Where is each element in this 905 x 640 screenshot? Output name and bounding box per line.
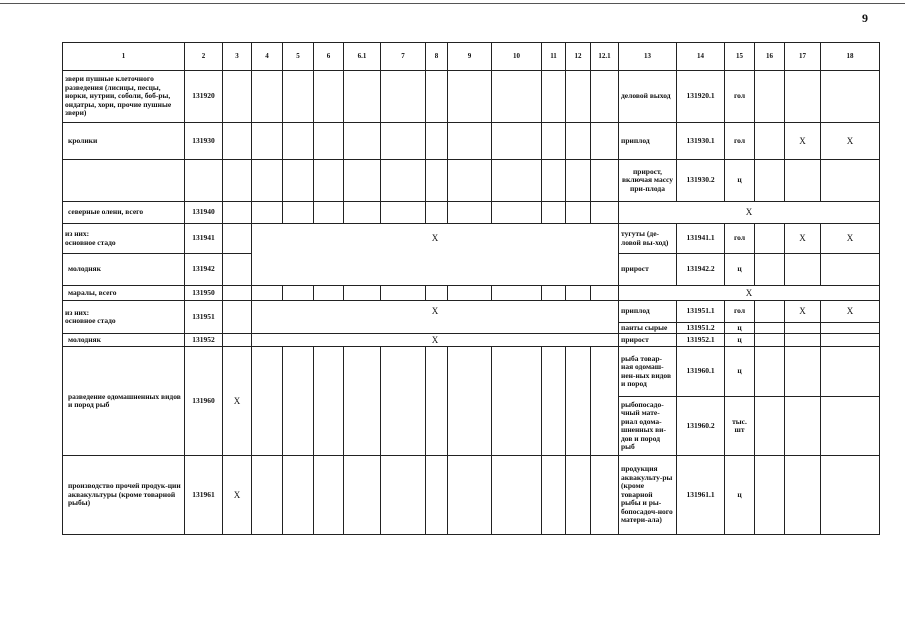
product-name: рыба товар-ная одомаш-нен-ных видов и пород <box>619 347 677 397</box>
data-cell[interactable] <box>566 347 591 456</box>
header-cell: 5 <box>283 43 314 71</box>
data-cell[interactable] <box>426 202 448 224</box>
row-code: 131940 <box>185 202 223 224</box>
unit: ц <box>725 347 755 397</box>
header-cell: 15 <box>725 43 755 71</box>
data-cell[interactable] <box>426 456 448 535</box>
product-name: прирост <box>619 334 677 347</box>
header-cell: 10 <box>492 43 542 71</box>
data-cell[interactable] <box>591 71 619 123</box>
data-cell[interactable] <box>223 301 252 334</box>
data-cell[interactable] <box>591 286 619 301</box>
indicator-label: из них: основное стадо <box>65 229 116 247</box>
row-code: 131930 <box>185 123 223 160</box>
data-cell[interactable] <box>448 347 492 456</box>
product-name: рыбопосадо-чный мате-риал одома-шненных ви-дов и пород рыб <box>619 397 677 456</box>
table-row <box>63 456 880 535</box>
indicator-name: северные олени, всего <box>63 202 185 224</box>
data-cell[interactable] <box>252 456 283 535</box>
row-code: 131941 <box>185 224 223 254</box>
header-cell: 8 <box>426 43 448 71</box>
crossed-cell: X <box>223 347 252 456</box>
product-code: 131941.1 <box>677 224 725 254</box>
data-cell[interactable] <box>542 71 566 123</box>
data-cell[interactable] <box>223 254 252 286</box>
data-cell[interactable] <box>448 123 492 160</box>
data-cell[interactable] <box>821 254 880 286</box>
product-code: 131930.2 <box>677 160 725 202</box>
table-row <box>63 347 880 397</box>
data-cell[interactable] <box>252 347 283 456</box>
data-cell[interactable] <box>283 347 314 456</box>
statistics-form-table <box>62 42 880 535</box>
data-cell[interactable] <box>755 323 785 334</box>
data-cell[interactable] <box>785 71 821 123</box>
header-cell: 17 <box>785 43 821 71</box>
data-cell[interactable] <box>252 286 283 301</box>
header-cell: 18 <box>821 43 880 71</box>
data-cell[interactable] <box>344 123 381 160</box>
indicator-name: звери пушные клеточного разведения (лисицы, песцы, норки, нутрии, соболи, боб-ры, ондатры, хори, прочие пушные звери) <box>63 71 185 123</box>
table-row <box>63 334 880 347</box>
data-cell[interactable] <box>785 160 821 202</box>
data-cell[interactable] <box>591 202 619 224</box>
unit: ц <box>725 334 755 347</box>
data-cell[interactable] <box>283 286 314 301</box>
data-cell[interactable] <box>492 123 542 160</box>
product-code: 131951.1 <box>677 301 725 323</box>
data-cell[interactable] <box>821 71 880 123</box>
indicator-name: разведение одомашненных видов и пород рыб <box>63 347 185 456</box>
data-cell[interactable] <box>344 160 381 202</box>
crossed-merged-cell: X <box>252 224 619 286</box>
data-cell[interactable] <box>252 123 283 160</box>
crossed-cell: X <box>785 301 821 323</box>
data-cell[interactable] <box>785 334 821 347</box>
table-row <box>63 123 880 160</box>
data-cell[interactable] <box>566 71 591 123</box>
row-code: 131960 <box>185 347 223 456</box>
data-cell[interactable] <box>492 202 542 224</box>
header-row <box>63 43 880 71</box>
data-cell[interactable] <box>283 123 314 160</box>
data-cell[interactable] <box>542 160 566 202</box>
data-cell[interactable] <box>344 202 381 224</box>
product-name: продукция аквакульту-ры (кроме товарной рыбы и ры-бопосадоч-ного матери-ала) <box>619 456 677 535</box>
data-cell[interactable] <box>223 286 252 301</box>
data-cell[interactable] <box>223 71 252 123</box>
data-cell[interactable] <box>381 160 426 202</box>
data-cell[interactable] <box>566 123 591 160</box>
data-cell[interactable] <box>492 456 542 535</box>
data-cell[interactable] <box>566 202 591 224</box>
data-cell[interactable] <box>426 160 448 202</box>
product-name: деловой выход <box>619 71 677 123</box>
data-cell[interactable] <box>223 123 252 160</box>
data-cell[interactable] <box>381 286 426 301</box>
product-code: 131952.1 <box>677 334 725 347</box>
crossed-merged-cell: X <box>252 301 619 334</box>
product-name: приплод <box>619 123 677 160</box>
data-cell[interactable] <box>344 71 381 123</box>
data-cell[interactable] <box>821 334 880 347</box>
data-cell[interactable] <box>426 286 448 301</box>
data-cell[interactable] <box>542 286 566 301</box>
data-cell[interactable] <box>448 71 492 123</box>
data-cell[interactable] <box>785 323 821 334</box>
data-cell[interactable] <box>755 123 785 160</box>
data-cell[interactable] <box>755 456 785 535</box>
data-cell[interactable] <box>252 71 283 123</box>
crossed-merged-cell: X <box>619 202 880 224</box>
unit: гол <box>725 301 755 323</box>
header-cell: 16 <box>755 43 785 71</box>
header-cell: 3 <box>223 43 252 71</box>
crossed-cell: X <box>821 301 880 323</box>
product-code: 131920.1 <box>677 71 725 123</box>
data-cell[interactable] <box>448 160 492 202</box>
data-cell[interactable] <box>785 347 821 397</box>
product-name: прирост, включая массу при-плода <box>619 160 677 202</box>
header-cell: 11 <box>542 43 566 71</box>
data-cell[interactable] <box>755 160 785 202</box>
indicator-name: кролики <box>63 123 185 160</box>
crossed-cell: X <box>223 456 252 535</box>
data-cell[interactable] <box>283 456 314 535</box>
data-cell[interactable] <box>426 71 448 123</box>
product-name: прирост <box>619 254 677 286</box>
data-cell[interactable] <box>448 286 492 301</box>
data-cell[interactable] <box>185 160 223 202</box>
data-cell[interactable] <box>223 224 252 254</box>
row-code: 131951 <box>185 301 223 334</box>
data-cell[interactable] <box>283 71 314 123</box>
header-cell: 9 <box>448 43 492 71</box>
unit: гол <box>725 123 755 160</box>
data-cell[interactable] <box>755 71 785 123</box>
data-cell[interactable] <box>381 123 426 160</box>
data-cell[interactable] <box>381 71 426 123</box>
data-cell[interactable] <box>314 347 344 456</box>
header-cell: 14 <box>677 43 725 71</box>
data-cell[interactable] <box>344 347 381 456</box>
indicator-name: производство прочей продук-ции аквакультуры (кроме товарной рыбы) <box>63 456 185 535</box>
data-cell[interactable] <box>223 334 252 347</box>
unit: гол <box>725 71 755 123</box>
data-cell[interactable] <box>591 123 619 160</box>
page-number: 9 <box>862 11 868 25</box>
product-code: 131960.2 <box>677 397 725 456</box>
data-cell[interactable] <box>492 347 542 456</box>
data-cell[interactable] <box>566 456 591 535</box>
data-cell[interactable] <box>381 347 426 456</box>
data-cell[interactable] <box>755 301 785 323</box>
data-cell[interactable] <box>63 160 185 202</box>
header-cell: 1 <box>63 43 185 71</box>
data-cell[interactable] <box>542 202 566 224</box>
indicator-name: молодняк <box>63 254 185 286</box>
data-cell[interactable] <box>542 347 566 456</box>
crossed-cell: X <box>821 224 880 254</box>
unit: ц <box>725 254 755 286</box>
table-row <box>63 224 880 254</box>
product-code: 131942.2 <box>677 254 725 286</box>
product-name: панты сырые <box>619 323 677 334</box>
product-name: тугуты (де-ловой вы-ход) <box>619 224 677 254</box>
data-cell[interactable] <box>344 456 381 535</box>
indicator-name <box>63 301 185 334</box>
table-row <box>63 286 880 301</box>
data-cell[interactable] <box>542 456 566 535</box>
unit: ц <box>725 323 755 334</box>
top-rule <box>0 3 905 4</box>
product-code: 131951.2 <box>677 323 725 334</box>
unit: ц <box>725 456 755 535</box>
data-cell[interactable] <box>283 202 314 224</box>
table-row <box>63 301 880 323</box>
data-cell[interactable] <box>755 334 785 347</box>
data-cell[interactable] <box>381 202 426 224</box>
table-row <box>63 71 880 123</box>
indicator-name <box>63 224 185 254</box>
data-cell[interactable] <box>492 71 542 123</box>
data-cell[interactable] <box>785 254 821 286</box>
header-cell: 12 <box>566 43 591 71</box>
header-cell: 7 <box>381 43 426 71</box>
data-cell[interactable] <box>591 347 619 456</box>
data-cell[interactable] <box>314 71 344 123</box>
unit: ц <box>725 160 755 202</box>
data-cell[interactable] <box>314 160 344 202</box>
header-cell: 12.1 <box>591 43 619 71</box>
data-cell[interactable] <box>821 456 880 535</box>
crossed-cell: X <box>785 224 821 254</box>
row-code: 131920 <box>185 71 223 123</box>
product-code: 131960.1 <box>677 347 725 397</box>
header-cell: 4 <box>252 43 283 71</box>
data-cell[interactable] <box>755 397 785 456</box>
data-cell[interactable] <box>252 202 283 224</box>
data-cell[interactable] <box>314 123 344 160</box>
data-cell[interactable] <box>426 123 448 160</box>
data-cell[interactable] <box>821 397 880 456</box>
header-cell: 6 <box>314 43 344 71</box>
indicator-name: молодняк <box>63 334 185 347</box>
header-cell: 6.1 <box>344 43 381 71</box>
row-code: 131950 <box>185 286 223 301</box>
data-cell[interactable] <box>591 456 619 535</box>
crossed-cell: X <box>785 123 821 160</box>
data-cell[interactable] <box>821 347 880 397</box>
data-cell[interactable] <box>223 160 252 202</box>
header-cell: 2 <box>185 43 223 71</box>
crossed-merged-cell: X <box>252 334 619 347</box>
data-cell[interactable] <box>566 286 591 301</box>
crossed-cell: X <box>821 123 880 160</box>
data-cell[interactable] <box>566 160 591 202</box>
data-cell[interactable] <box>755 254 785 286</box>
data-cell[interactable] <box>448 456 492 535</box>
data-cell[interactable] <box>381 456 426 535</box>
data-cell[interactable] <box>821 160 880 202</box>
data-cell[interactable] <box>542 123 566 160</box>
data-cell[interactable] <box>314 456 344 535</box>
product-code: 131961.1 <box>677 456 725 535</box>
data-cell[interactable] <box>785 456 821 535</box>
data-cell[interactable] <box>755 347 785 397</box>
data-cell[interactable] <box>426 347 448 456</box>
data-cell[interactable] <box>314 286 344 301</box>
indicator-label: из них: основное стадо <box>65 307 116 325</box>
data-cell[interactable] <box>223 202 252 224</box>
table-row <box>63 202 880 224</box>
data-cell[interactable] <box>283 160 314 202</box>
unit: гол <box>725 224 755 254</box>
crossed-merged-cell: X <box>619 286 880 301</box>
row-code: 131961 <box>185 456 223 535</box>
data-cell[interactable] <box>821 323 880 334</box>
data-cell[interactable] <box>492 286 542 301</box>
data-cell[interactable] <box>591 160 619 202</box>
data-cell[interactable] <box>344 286 381 301</box>
data-cell[interactable] <box>448 202 492 224</box>
table-row <box>63 160 880 202</box>
row-code: 131952 <box>185 334 223 347</box>
indicator-name: маралы, всего <box>63 286 185 301</box>
unit: тыс. шт <box>725 397 755 456</box>
header-cell: 13 <box>619 43 677 71</box>
data-cell[interactable] <box>314 202 344 224</box>
data-cell[interactable] <box>785 397 821 456</box>
product-name: приплод <box>619 301 677 323</box>
data-cell[interactable] <box>252 160 283 202</box>
data-cell[interactable] <box>755 224 785 254</box>
product-code: 131930.1 <box>677 123 725 160</box>
row-code: 131942 <box>185 254 223 286</box>
data-cell[interactable] <box>492 160 542 202</box>
